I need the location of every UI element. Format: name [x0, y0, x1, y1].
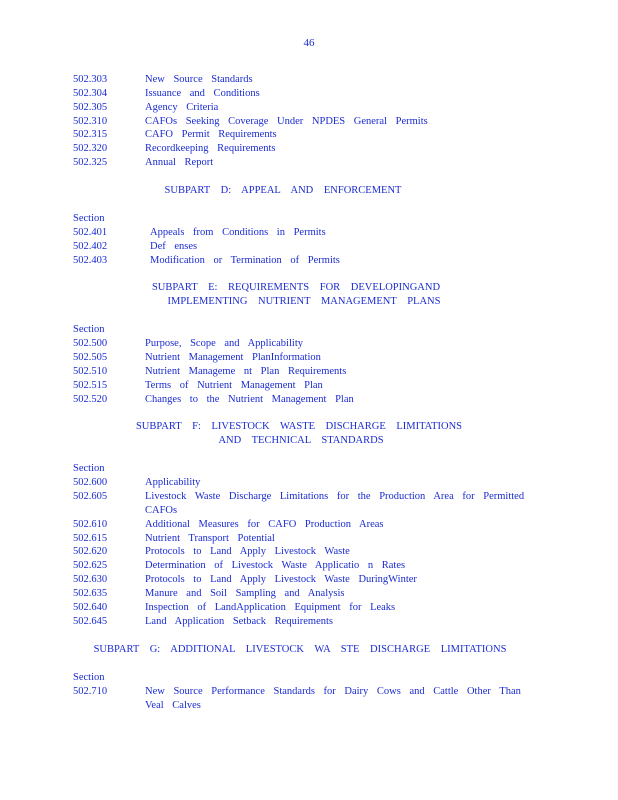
subpart-d-heading: SUBPART D: APPEAL AND ENFORCEMENT: [164, 185, 402, 196]
section-label: Section: [73, 324, 105, 335]
section-title: Determination of Livestock Waste Applicatio n Rates: [145, 560, 406, 571]
section-label: Section: [73, 672, 105, 683]
section-number: 502.325: [73, 157, 108, 168]
section-number: 502.645: [73, 616, 108, 627]
section-title: Livestock Waste Discharge Limitations for the Production Area for Permitted CAFOs: [145, 491, 525, 516]
section-number: 502.310: [73, 116, 108, 127]
section-number: 502.305: [73, 102, 108, 113]
section-number: 502.403: [73, 255, 108, 266]
section-title: Nutrient Management PlanInformation: [145, 352, 321, 363]
section-number: 502.515: [73, 380, 108, 391]
section-number: 502.630: [73, 574, 108, 585]
section-title: Protocols to Land Apply Livestock Waste: [145, 546, 350, 557]
section-number: 502.510: [73, 366, 108, 377]
section-title: Additional Measures for CAFO Production Areas: [145, 519, 384, 530]
section-number: 502.635: [73, 588, 108, 599]
subpart-g-heading: SUBPART G: ADDITIONAL LIVESTOCK WA STE DISCHARGE LIMITATIONS: [93, 644, 507, 655]
subpart-e-heading-line1: SUBPART E: REQUIREMENTS FOR DEVELOPINGAND: [151, 282, 441, 293]
section-title: Applicability: [145, 477, 201, 488]
section-title: New Source Standards: [145, 74, 253, 85]
section-title: Nutrient Manageme nt Plan Requirements: [145, 366, 347, 377]
section-number: 502.710: [73, 686, 108, 697]
section-title: Inspection of LandApplication Equipment for Leaks: [145, 602, 396, 613]
section-number: 502.610: [73, 519, 108, 530]
section-title: Recordkeeping Requirements: [145, 143, 276, 154]
section-number: 502.625: [73, 560, 108, 571]
section-number: 502.401: [73, 227, 108, 238]
section-title: Def enses: [150, 241, 198, 252]
section-label: Section: [73, 463, 105, 474]
section-title: Manure and Soil Sampling and Analysis: [145, 588, 345, 599]
list-item: [73, 490, 543, 518]
section-title: Agency Criteria: [145, 102, 219, 113]
section-title: Nutrient Transport Potential: [145, 533, 275, 544]
section-title: CAFOs Seeking Coverage Under NPDES General Permits: [145, 116, 428, 127]
section-title: Annual Report: [145, 157, 214, 168]
section-number: 502.520: [73, 394, 108, 405]
subpart-f-heading-line2: AND TECHNICAL STANDARDS: [218, 435, 384, 446]
list-item: [73, 685, 543, 713]
section-number: 502.600: [73, 477, 108, 488]
section-title: Land Application Setback Requirements: [145, 616, 333, 627]
section-number: 502.320: [73, 143, 108, 154]
section-title: Appeals from Conditions in Permits: [150, 227, 326, 238]
section-number: 502.505: [73, 352, 108, 363]
section-title: Purpose, Scope and Applicability: [145, 338, 303, 349]
section-title: Terms of Nutrient Management Plan: [145, 380, 323, 391]
section-title: Issuance and Conditions: [145, 88, 260, 99]
page-number: 46: [303, 37, 315, 49]
section-title: Changes to the Nutrient Management Plan: [145, 394, 354, 405]
section-title: New Source Performance Standards for Dairy Cows and Cattle Other Than Veal Calves: [145, 686, 521, 711]
section-title: Protocols to Land Apply Livestock Waste DuringWinter: [145, 574, 417, 585]
section-number: 502.402: [73, 241, 108, 252]
section-number: 502.304: [73, 88, 108, 99]
section-title: Modification or Termination of Permits: [150, 255, 340, 266]
subpart-f-heading-line1: SUBPART F: LIVESTOCK WASTE DISCHARGE LIMITATIONS: [135, 421, 463, 432]
subpart-e-heading-line2: IMPLEMENTING NUTRIENT MANAGEMENT PLANS: [167, 296, 441, 307]
section-number: 502.615: [73, 533, 108, 544]
section-label: Section: [73, 213, 105, 224]
section-number: 502.303: [73, 74, 108, 85]
section-number: 502.605: [73, 491, 108, 502]
section-number: 502.315: [73, 129, 108, 140]
section-number: 502.620: [73, 546, 108, 557]
section-title: CAFO Permit Requirements: [145, 129, 277, 140]
section-number: 502.640: [73, 602, 108, 613]
section-number: 502.500: [73, 338, 108, 349]
